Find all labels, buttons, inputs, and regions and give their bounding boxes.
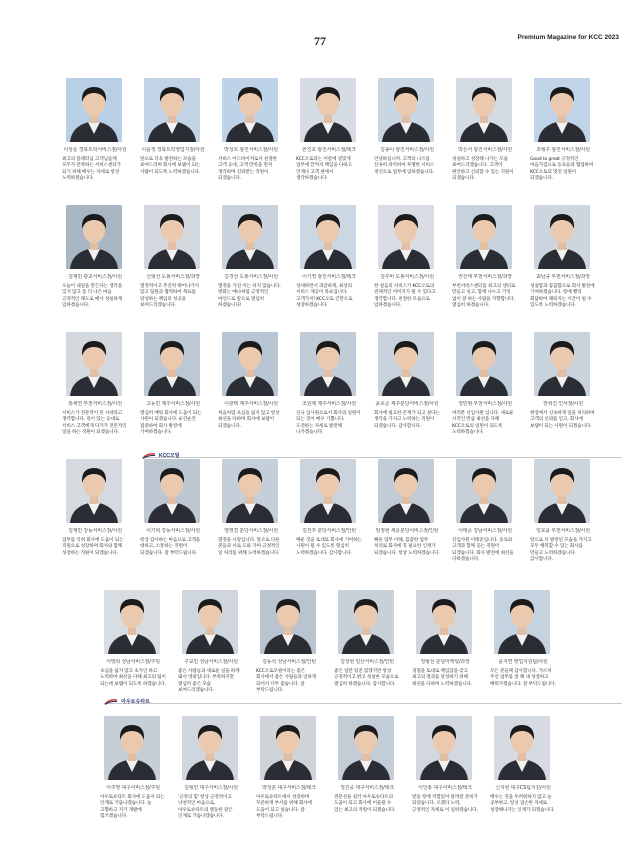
person-quote: 전문성을 길러 아우토슈타트의 도움이 되고 회사에 어울릴 수 있는 최고의 직원이 되겠습니다. bbox=[334, 794, 396, 813]
person-quote: 여러분 신입사원 입니다. 새로운 시작인 만큼 최선을 다해 KCC오토의 일원이 되도록 노력하겠습니다. bbox=[452, 410, 514, 436]
profile-card bbox=[256, 590, 322, 695]
profile-card bbox=[490, 590, 556, 688]
person-name: 박은서 광진서비스점/사원 bbox=[458, 147, 512, 153]
portrait-photo bbox=[222, 205, 278, 269]
person-name: 정형선 분당마케팅/과장 bbox=[420, 659, 470, 665]
person-quote: 열심히 배워 회사에 도움이 되는 사원이 되겠습니다. 순간순간 집중하여 회사 발전에 기여하겠습니다. bbox=[140, 410, 202, 436]
portrait-photo bbox=[144, 205, 200, 269]
portrait-photo bbox=[260, 716, 316, 780]
portrait-photo bbox=[494, 716, 550, 780]
person-name: 한진호 광진서비스점/테크 bbox=[302, 147, 356, 153]
person-name: 이광택 제주서비스점/사원 bbox=[224, 401, 278, 407]
portrait-photo bbox=[222, 332, 278, 396]
portrait-photo bbox=[378, 78, 434, 142]
portrait-photo bbox=[456, 78, 512, 142]
person-name: 신지현 대구CS팀지원/사원 bbox=[495, 785, 551, 791]
person-quote: 한 걸음의 서비스가 KCC오토의 전체적인 이미지가 될 수 있다고 생각합니다. 친절한 모습으로 임하겠습니다. bbox=[374, 283, 436, 309]
person-quote: '긍정의 힘' 항상 긍정적이고 낙천적인 마음으로, 아우토슈타트의 맨동한 같은 인재로 거듭나겠습니다. bbox=[178, 794, 233, 820]
person-quote: 최고의 플래티넘 고객님들께 모두가 만족하는 서비스센터가 되기 위해 배우는 자세로 항상 노력하겠습니다. bbox=[62, 156, 121, 182]
auto-logo-icon bbox=[104, 699, 118, 705]
portrait-photo bbox=[104, 716, 160, 780]
portrait-photo bbox=[260, 590, 316, 654]
profile-card bbox=[296, 78, 362, 183]
portrait-photo bbox=[534, 78, 590, 142]
profile-card bbox=[412, 590, 478, 688]
person-name: 김송이 광진서비스점/사원 bbox=[380, 147, 434, 153]
person-quote: 부천서비스센터를 최고의 센터로 만들고 싶고, 함께 나누고 거짓 없이 잘 하는 사람을 지향합니다. 열심히 하겠습니다. bbox=[452, 283, 516, 309]
person-quote: 열정적이고 추진력 뛰어나가지 않고 팀원과 협력하여 목표를 달성하는 책임의 성공을 보여드리겠습니다. bbox=[140, 283, 199, 309]
profile-card bbox=[490, 716, 556, 814]
person-quote: 성실함과 꼼꼼함으로 회사 발전에 기여하겠습니다. 항에 빨리 회답하여 채워지는 시간이 될 수 있도록 노력하겠습니다. bbox=[530, 283, 595, 309]
person-quote: 초심을 잃지 않고 초가인 하고 노력하여 최선을 다해 최고의 팀이 되는데 보탬이 되도록 하겠습니다. bbox=[100, 668, 166, 687]
profile-card bbox=[374, 205, 440, 310]
person-name: 임효윤 부천서비스점/사원 bbox=[536, 528, 590, 534]
kcc-logo-icon bbox=[142, 453, 156, 459]
magazine-title: Premium Magazine for KCC 2023 bbox=[517, 34, 619, 41]
portrait-photo bbox=[222, 78, 278, 142]
profile-card bbox=[296, 332, 362, 437]
profile-card bbox=[218, 332, 284, 430]
person-quote: 앞으로 더욱 발전하는 모습을 보여드리며 회사에 보탬이 되는 사람이 되도록 노력하겠습니다. bbox=[140, 156, 201, 175]
person-quote: 배운 것을 토대로 회사에 기여하는 사원이 될 수 있도록 열심히 노력하겠습니다. 감사합니다. bbox=[296, 537, 362, 556]
portrait-photo bbox=[66, 459, 122, 523]
person-quote: 아우토슈타트에서 성장하며 꾸준하게 부서를 위해 회사에 도움이 되고 싶습니다. 잘 부탁드립니다. bbox=[256, 794, 312, 820]
company-label-kcc: KCC모빌 bbox=[159, 453, 180, 459]
portrait-photo bbox=[222, 459, 278, 523]
person-quote: 모든 분들께 감사합니다. 가르쳐 주신 업무를 잘 해 내 성장하고 배워가겠습니다. 잘 부탁드립니다. bbox=[490, 668, 556, 687]
profile-card bbox=[62, 459, 128, 557]
profile-card bbox=[374, 459, 440, 557]
profile-card bbox=[140, 332, 206, 437]
profile-card bbox=[218, 459, 284, 557]
person-quote: 열정을 사랑입니다. 앞으로 다른 분들과 서로 도와 가며 긍정적인 일 처리를 위해 노력하겠습니다. bbox=[218, 537, 280, 556]
portrait-photo bbox=[182, 716, 238, 780]
portrait-photo bbox=[338, 716, 394, 780]
person-name: 이윤정 경북트럭영업지점/사원 bbox=[141, 147, 205, 153]
person-name: 신형선 도봉서비스점/과장 bbox=[146, 274, 200, 280]
person-name: 권진태 부천서비스점/과장 bbox=[458, 274, 512, 280]
profile-card bbox=[530, 332, 596, 430]
divider-kcc bbox=[142, 457, 622, 458]
person-name: 윤호준 제주분당서비스점/사원 bbox=[375, 401, 439, 407]
divider-auto bbox=[104, 703, 622, 704]
person-quote: 항상 감사하는 마음으로 고객을 대하고, 소통하는 직원이 되겠습니다. 잘 부탁드립니다. bbox=[140, 537, 201, 556]
company-label-auto: 아우토슈타트 bbox=[121, 699, 150, 705]
profile-card bbox=[452, 459, 518, 564]
person-name: 김경선 도봉서비스점/사원 bbox=[224, 274, 278, 280]
profile-card bbox=[140, 205, 206, 310]
portrait-photo bbox=[66, 332, 122, 396]
portrait-photo bbox=[144, 332, 200, 396]
person-name: 박성훈 대구서비스점/테크 bbox=[262, 785, 316, 791]
portrait-photo bbox=[66, 78, 122, 142]
person-quote: 서비스 어드바이저로서 친절한 고객 응대, 고객 만족을 먼저 생각하며 신뢰받는 직원이 되겠습니다. bbox=[218, 156, 277, 182]
person-name: 이기영 광진서비스점/테크 bbox=[302, 274, 356, 280]
portrait-photo bbox=[378, 205, 434, 269]
person-quote: 신입사원 이태준입니다. 동료와 고객과 함께 웃는 직원이 되겠습니다. 회사 발전에 최선을 다하겠습니다. bbox=[452, 537, 514, 563]
person-name: 김재민 광교서비스점/사원 bbox=[68, 274, 122, 280]
person-name: 이인홍 대구서비스점/테크 bbox=[418, 785, 472, 791]
portrait-photo bbox=[300, 205, 356, 269]
person-quote: 성세하면서 과감하게, 최상의 서비스 제공이 목표입니다. 고객가치! KCC오토 긴만으로 성장하겠습니다. bbox=[296, 283, 353, 309]
person-quote: 신규 입사원으로서 회사의 일원이 되는 것이 매우 기쁩니다. 도전하는 자세로 발전해 나가겠습니다. bbox=[296, 410, 361, 436]
profile-card bbox=[140, 78, 206, 176]
person-name: 구교민 성남서비스점/사원 bbox=[184, 659, 238, 665]
person-name: 임정현 세운분당서비스점/인턴 bbox=[375, 528, 439, 534]
profile-card bbox=[100, 590, 166, 688]
person-quote: 배우는 것을 두려워하지 않고 늘 공부하고, 항상 겸손한 자세로 성장해나가는 인재가 되겠습니다. bbox=[490, 794, 555, 813]
profile-card bbox=[452, 332, 518, 437]
portrait-photo bbox=[144, 459, 200, 523]
portrait-photo bbox=[416, 590, 472, 654]
portrait-photo bbox=[182, 590, 238, 654]
person-quote: 아우토슈타트 회사에 도움이 되는 인재로 거듭나겠습니다. 늘 고향하고 지기 개발에 힘쓰겠습니다. bbox=[100, 794, 165, 820]
person-name: 이상운 경북트럭서비스점/사원 bbox=[63, 147, 127, 153]
person-name: 조원제 제주서비스점/사원 bbox=[302, 401, 356, 407]
person-quote: 좋은 사람들과 새로운 일을 하게 돼서 영광입니다. 부족하지만 열심히 좋은 모습 보여드리겠습니다. bbox=[178, 668, 240, 694]
person-name: 김재민 강동서비스점/사원 bbox=[68, 528, 122, 534]
portrait-photo bbox=[66, 205, 122, 269]
person-quote: 경험을 토대로 책임감을 갖고 최고의 결과를 달성하기 위해 최선을 다하며 노력하겠습니다. bbox=[412, 668, 473, 687]
company-tag-auto bbox=[104, 698, 150, 705]
person-name: 김루비 도봉서비스점/사원 bbox=[380, 274, 434, 280]
person-name: 권혁진 인서점/사원 bbox=[543, 401, 583, 407]
person-quote: 회사에 필요한 존재가 되고 싶다는 생각을 가지고 노력하는 직원이 되겠습니다. 감사합니다. bbox=[374, 410, 440, 429]
portrait-photo bbox=[456, 332, 512, 396]
portrait-photo bbox=[494, 590, 550, 654]
person-quote: 처음처럼 초심을 잃지 않고 항상 최선을 다하며 회사에 보탬이 되겠습니다. bbox=[218, 410, 280, 429]
profile-card bbox=[140, 459, 206, 557]
profile-card bbox=[256, 716, 322, 821]
person-name: 김동석 성남서비스점/인턴 bbox=[262, 659, 316, 665]
portrait-photo bbox=[456, 459, 512, 523]
person-quote: Good to great 긍정적인 마음가짐으로 동료들과 협업하여 KCC오토의 멋진 일원이 되겠습니다. bbox=[530, 156, 594, 182]
person-name: 박성호 광진서비스점/사원 bbox=[224, 147, 278, 153]
profile-card bbox=[178, 590, 244, 695]
profile-card bbox=[62, 205, 128, 310]
profile-card bbox=[218, 205, 284, 310]
portrait-photo bbox=[416, 716, 472, 780]
portrait-photo bbox=[300, 78, 356, 142]
person-name: 이주영 대구서비스점/주임 bbox=[106, 785, 160, 791]
person-quote: 업무를 익혀 회사에 도움이 되는 직원으로 성장하며 회사와 함께 성장하는 직원이 되겠습니다. bbox=[62, 537, 124, 556]
profile-card bbox=[218, 78, 284, 183]
person-name: 김전후 분당서비스점/인턴 bbox=[302, 528, 356, 534]
person-name: 윤지연 영업지원팀/사원 bbox=[498, 659, 548, 665]
person-quote: KCC오토모빌이라는 좋은 회사에서 좋은 사람들과 일하게 되어서 너무 좋습니다. 잘 부탁드립니다. bbox=[256, 668, 317, 694]
person-name: 김성현 일산서비스점/인턴 bbox=[340, 659, 394, 665]
person-quote: 맡을 항에 겨험있어 달려갈 준비가 되었습니다. 오겠다 노력, 긍정적인 자세로 이 일하겠습니다. bbox=[412, 794, 478, 813]
profile-card bbox=[334, 716, 400, 814]
person-name: 이기혁 강동서비스점/사원 bbox=[146, 528, 200, 534]
person-quote: KCC오토라는 이름에 걸맞게 업무에 끝까지 책임을 다하고 언제나 고객 편에서 생각하겠습니다. bbox=[296, 156, 352, 182]
person-name: 고동민 제주서비스점/사원 bbox=[146, 401, 200, 407]
portrait-photo bbox=[378, 332, 434, 396]
portrait-photo bbox=[378, 459, 434, 523]
profile-card bbox=[530, 205, 596, 310]
company-tag-kcc bbox=[142, 452, 180, 459]
profile-card bbox=[530, 459, 596, 564]
person-name: 조형주 광진서비스점/사원 bbox=[536, 147, 590, 153]
person-quote: 성실하고 성장해 나가는 모습 보여드리겠습니다. 고객이 편안하고 신뢰할 수 있는 직원이 되겠습니다. bbox=[452, 156, 514, 182]
portrait-photo bbox=[144, 78, 200, 142]
person-name: 이태준 강남서비스점/사원 bbox=[458, 528, 512, 534]
portrait-photo bbox=[104, 590, 160, 654]
profile-card bbox=[100, 716, 166, 821]
portrait-photo bbox=[534, 205, 590, 269]
person-quote: 빠른 업무 이해, 꼼꼼한 업무 처리로 회사에 꼭 필요한 인재가 되겠습니다. 항상 노력하겠습니다. bbox=[374, 537, 440, 556]
profile-card bbox=[374, 78, 440, 176]
person-quote: 현장에서 신속하게 일을 처리하며 고객의 신뢰를 얻고, 회사에 보탬이 되는 사원이 되겠습니다. bbox=[530, 410, 595, 429]
person-quote: 열정을 가진 이는 쉬지 않습니다. 변화는 예나처럼 긍정적인 마인드로 앞으로 열심히 하겠습니다! bbox=[218, 283, 281, 309]
portrait-photo bbox=[300, 459, 356, 523]
person-name: 염영결 분당서비스점/사원 bbox=[224, 528, 278, 534]
portrait-photo bbox=[300, 332, 356, 396]
profile-card bbox=[412, 716, 478, 814]
profile-card bbox=[374, 332, 440, 430]
person-name: 홍세연 부천서비스점/사원 bbox=[68, 401, 122, 407]
person-name: 서영희 성남서비스점/주임 bbox=[106, 659, 160, 665]
person-quote: 안녕하십니까. 고객의 니즈를 신속히 파악하여 투명한 서비스 정신으로 업무에 임하겠습니다. bbox=[374, 156, 435, 175]
profile-card bbox=[452, 78, 518, 183]
person-name: 최남규 부천서비스점/과장 bbox=[536, 274, 590, 280]
person-name: 정민형 부천서비스점/사원 bbox=[458, 401, 512, 407]
portrait-photo bbox=[534, 459, 590, 523]
profile-card bbox=[62, 332, 128, 437]
person-quote: 서비스가 전문적이 된 시대라고 생각합니다. 깊이 있는 응대로 서비스 고객에게 다가가 전문적인 일을 하는 직원이 되겠습니다. bbox=[62, 410, 127, 436]
profile-card bbox=[62, 78, 128, 183]
profile-card bbox=[334, 590, 400, 688]
person-quote: 앞으로 더 발전된 모습을 가지고 모두 행복할 수 있는 회사를 만들고 노력하겠습니다. 감사합니다. bbox=[530, 537, 592, 563]
profile-card bbox=[530, 78, 596, 183]
person-quote: 좋은 일만 있진 않겠지만 항상 긍정적이고 밝고 성실한 모습으로 열심히 하겠습니다. 감사합니다. bbox=[334, 668, 399, 687]
profile-card bbox=[296, 459, 362, 557]
profile-card bbox=[296, 205, 362, 310]
person-name: 정진중 대구서비스점/테크 bbox=[340, 785, 394, 791]
portrait-photo bbox=[338, 590, 394, 654]
person-quote: 오늘이 내일을 만든다는 생각을 잊지 않고 좀 더 나은 마음 긍정적인 태도로 매사 성실하게 임하겠습니다. bbox=[62, 283, 123, 309]
portrait-photo bbox=[534, 332, 590, 396]
portrait-photo bbox=[456, 205, 512, 269]
profile-card bbox=[178, 716, 244, 821]
page-number: 77 bbox=[314, 34, 326, 48]
profile-card bbox=[452, 205, 518, 310]
person-name: 김형민 대구서비스점/사원 bbox=[184, 785, 238, 791]
